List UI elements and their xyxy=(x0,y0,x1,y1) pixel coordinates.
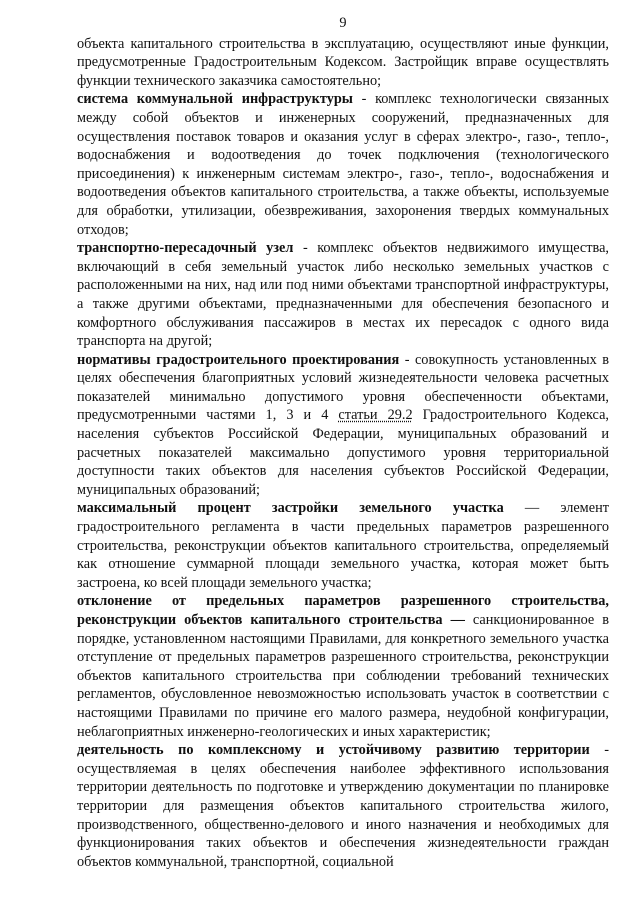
definition-text: - совокупность установленных в целях обеспечения благоприятных условий жизнедеятельности человека расчетных показателей минимально допустимого уровня обеспеченности объектами, предусмотренными частями 1, 3 и 4 xyxy=(77,351,610,424)
page-number: 9 xyxy=(339,15,347,31)
definition-term: нормативы градостроительного проектирования xyxy=(77,351,400,368)
definition-text: — элемент градостроительного регламента в части предельных параметров разрешенного строительства, реконструкции объектов капитального строительства, определяемый как отношение суммарной площади земельного участка, которая может быть застроена, ко всей площади земельного участка; xyxy=(77,500,609,591)
definition-term: отклонение от предельных параметров разрешенного строительства, реконструкции объектов капитального строительства — xyxy=(77,593,609,628)
article-link[interactable]: статьи 29.2 xyxy=(338,407,413,424)
definition-text: - осуществляемая в целях обеспечения наиболее эффективного использования территории деятельность по подготовке и утверждению документации по планировке территории для размещения объектов капитального строительства жилого, производственного, общественно-делового и иного назначения и необходимых для функционирования таких объектов и обеспечения жизнедеятельности граждан объектов коммунальной, транспортной, социальной xyxy=(77,742,609,870)
definition-text: Градостроительного Кодекса, населения субъектов Российской Федерации, муниципальных образований и расчетных показателей максимально допустимого уровня территориальной доступности таких объектов для населения субъектов Российской Федерации, муниципальных образований; xyxy=(77,407,609,498)
definition-text: - комплекс технологически связанных между собой объектов и инженерных сооружений, предназначенных для осуществления поставок товаров и оказания услуг в сферах электро-, газо-, тепло-, водоснабжения и водоотведения до точек подключения (технологического присоединения) к инженерным системам электро-, газо-, тепло-, водоснабжения и водоотведения объектов капитального строительства, а также объекты, используемые для обработки, утилизации, обезвреживания, захоронения твердых коммунальных отходов; xyxy=(77,91,609,238)
definition-transport-hub xyxy=(77,239,609,351)
definition-term: деятельность по комплексному и устойчивому развитию территории xyxy=(77,742,590,759)
definition-communal-infrastructure xyxy=(77,90,609,239)
document-page xyxy=(77,14,609,871)
paragraph-continuation xyxy=(77,35,609,91)
definition-term: транспортно-пересадочный узел xyxy=(77,240,294,257)
definition-text: - комплекс объектов недвижимого имущества, включающий в себя земельный участок либо несколько земельных участков с расположенными на них, над или под ними объектами транспортной инфраструктуры, а также другими объектами, предназначенными для обеспечения безопасного и комфортного обслуживания пассажиров в местах их пересадок с одного вида транспорта на другой; xyxy=(77,240,609,350)
definition-deviation xyxy=(77,592,609,741)
definition-term: система коммунальной инфраструктуры xyxy=(77,91,353,108)
definition-max-building-percent xyxy=(77,499,609,592)
definition-text: санкционированное в порядке, установленном настоящими Правилами, для конкретного земельного участка отступление от предельных параметров разрешенного строительства, реконструкции объектов капитального строительства при соблюдении требований технических регламентов, обусловленное невозможностью использовать участок в соответствии с настоящими Правилами по причине его малого размера, неудобной конфигурации, неблагоприятных инженерно-геологических и иных характеристик; xyxy=(77,612,610,740)
definition-complex-development xyxy=(77,741,609,871)
definition-planning-standards xyxy=(77,351,609,500)
definition-term: максимальный процент застройки земельного участка xyxy=(77,500,504,517)
paragraph-text: объекта капитального строительства в эксплуатацию, осуществляют иные функции, предусмотренные Градостроительным Кодексом. Застройщик вправе осуществлять функции технического заказчика самостоятельно; xyxy=(77,35,609,89)
